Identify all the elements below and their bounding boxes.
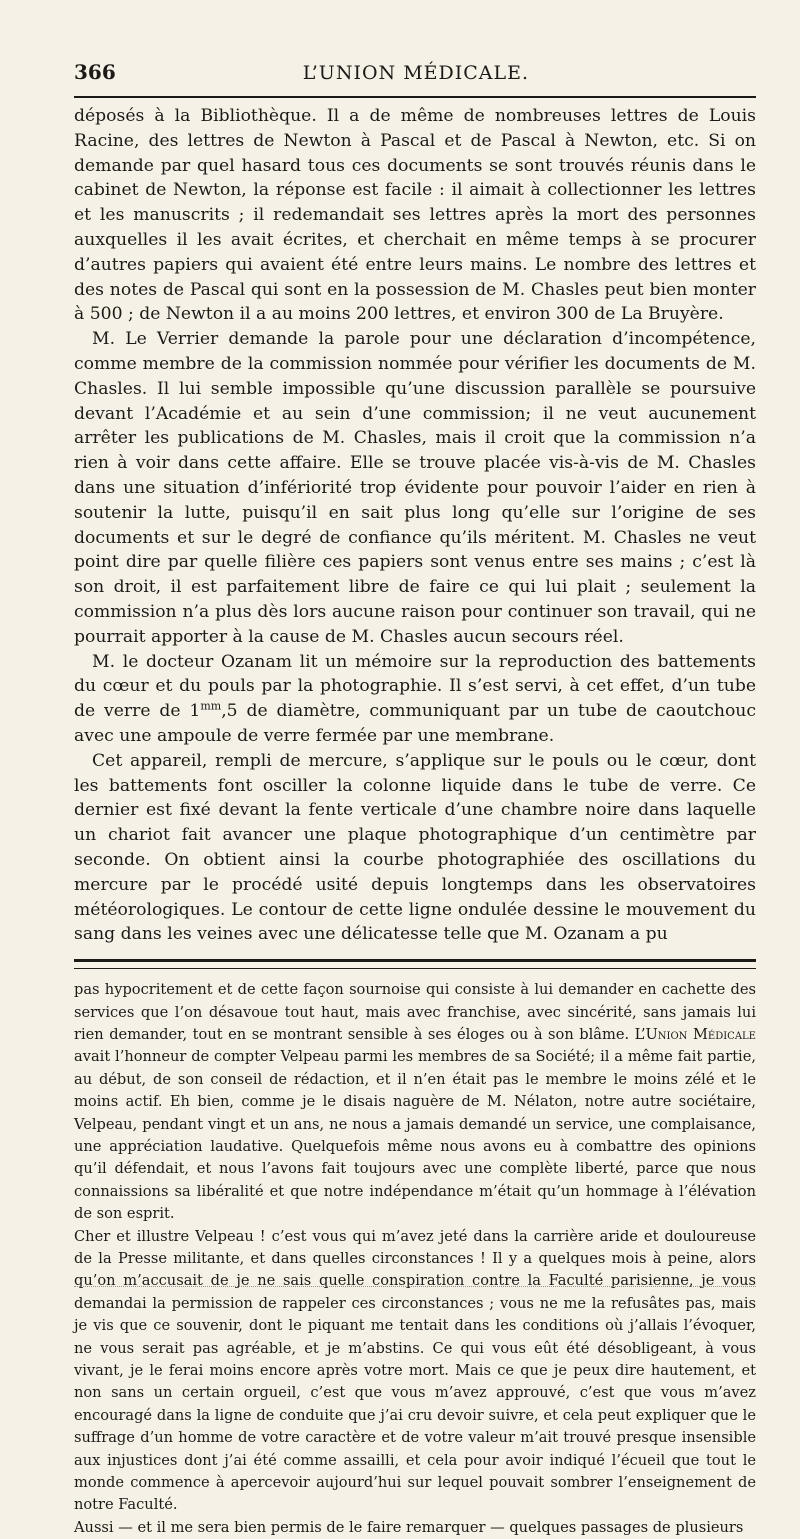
ozanam-text-rest: ,5 de diamètre, communiquant par un tube de caoutchouc avec une ampoule de verre fermée par une membrane.	[74, 701, 756, 746]
article-body	[74, 104, 756, 947]
page-bottom-edge	[74, 1286, 756, 1301]
header-rule	[74, 96, 756, 98]
feuilleton-text: avait l’honneur de compter Velpeau parmi les membres de sa Société; il a même fait partie, au début, de son conseil de rédaction, et il n’en était pas le membre le moins zélé et le moins actif. Eh bien, comme je le disais naguère de M. Nélaton, notre autre sociétaire, Velpeau, pendant vingt et un ans, ne nous a jamais demandé un service, une complaisance, une appréciation laudative. Quelquefois même nous avons eu à combattre des opinions qu’il défendait, et nous l’avons fait toujours avec une complète liberté, parce que nous connaissions sa libéralité et que notre indépendance m’était qu’un hommage à l’élévation de son esprit.	[74, 1048, 756, 1223]
feuilleton-paragraph: Aussi — et il me sera bien permis de le faire remarquer — quelques passages de plusieurs	[74, 1518, 744, 1536]
feuilleton-text: pas hypocritement et de cette façon sournoise qui consiste à lui demander en cachette des services que l’on désavoue tout haut, mais avec franchise, avec sincérité, sans jamais lui rien demander, tout en se montrant sensible à ses éloges ou à son blâme.	[74, 981, 756, 1043]
article-paragraph: déposés à la Bibliothèque. Il a de même de nombreuses lettres de Louis Racine, des lettres de Newton à Pascal et de Pascal à Newton, etc. Si on demande par quel hasard tous ces documents se sont trouvés réunis dans le cabinet de Newton, la réponse est facile : il aimait à collectionner les lettres et les manuscrits ; il redemandait ses lettres après la mort des personnes auxquelles il les avait écrites, et cherchait en même temps à se procurer d’autres papiers qui avaient été entre leurs mains. Le nombre des lettres et des notes de Pascal qui sont en la possession de M. Chasles peut bien monter à 500 ; de Newton il a au moins 200 lettres, et environ 300 de La Bruyère.	[74, 106, 756, 325]
page-header	[74, 60, 756, 94]
journal-name: L’Union Médicale	[634, 1025, 756, 1043]
feuilleton-separator	[74, 959, 756, 969]
feuilleton-body	[74, 979, 756, 1539]
feuilleton-paragraph: Cher et illustre Velpeau ! c’est vous qui m’avez jeté dans la carrière aride et douloureuse de la Presse militante, et dans quelles circonstances ! Il y a quelques mois à peine, alors qu’on m’accusait de je ne sais quelle conspiration contre la Faculté parisienne, je vous demandai la permission de rappeler ces circonstances ; vous ne me la refusâtes pas, mais je vis que ce souvenir, dont le piquant me tentait dans les conditions où j’allais l’évoquer, ne vous serait pas agréable, et je m’abstins. Ce qui vous eût été désobligeant, à vous vivant, je le ferai moins encore après votre mort. Mais ce que je peux dire hautement, et non sans un certain orgueil, c’est que vous m’avez approuvé, c’est que vous m’avez encouragé dans la ligne de conduite que j’ai cru devoir suivre, et cela peut expliquer que le suffrage d’un homme de votre caractère et de votre valeur m’ait trouvé presque insensible aux injustices dont j’ai été comme assailli, et cela pour avoir indiqué l’écueil que tout le monde commence à apercevoir aujourd’hui sur lequel pouvait sombrer l’enseignement de notre Faculté.	[74, 1227, 756, 1514]
article-paragraph: M. Le Verrier demande la parole pour une déclaration d’incompétence, comme membre de la commission nommée pour vérifier les documents de M. Chasles. Il lui semble impossible qu’une discussion parallèle se poursuive devant l’Académie et au sein d’une commission; il ne veut aucunement arrêter les publications de M. Chasles, mais il croit que la commission n’a rien à voir dans cette affaire. Elle se trouve placée vis-à-vis de M. Chasles dans une situation d’infériorité trop évidente pour pouvoir l’aider en rien à soutenir la lutte, puisqu’il en sait plus long qu’elle sur l’origine de ses documents et sur le degré de confiance qu’ils méritent. M. Chasles ne veut point dire par quelle filière ces papiers sont venus entre ses mains ; c’est là son droit, il est parfaitement libre de faire ce qui lui plait ; seulement la commission n’a plus dès lors aucune raison pour continuer son travail, qui ne pourrait apporter à la cause de M. Chasles aucun secours réel.	[74, 329, 756, 647]
unit-superscript: mm	[200, 699, 222, 713]
page-number: 366	[74, 60, 116, 84]
feuilleton-paragraph	[74, 979, 756, 1225]
article-paragraph: Cet appareil, rempli de mercure, s’applique sur le pouls ou le cœur, dont les battements font osciller la colonne liquide dans le tube de verre. Ce dernier est fixé devant la fente verticale d’une chambre noire dans laquelle un chariot fait avancer une plaque photographique d’un centimètre par seconde. On obtient ainsi la courbe photographiée des oscillations du mercure par le procédé usité depuis longtemps dans les observatoires météorologiques. Le contour de cette ligne ondulée dessine le mouvement du sang dans les veines avec une délicatesse telle que M. Ozanam a pu	[74, 750, 756, 945]
running-title: L’UNION MÉDICALE.	[302, 62, 530, 84]
article-paragraph-ozanam	[74, 650, 756, 749]
ozanam-text: M. le docteur Ozanam lit un mémoire sur la reproduction des battements du cœur et du pouls par la photographie. Il s’est servi, à cet effet, d’un tube de verre de 1	[74, 651, 756, 722]
